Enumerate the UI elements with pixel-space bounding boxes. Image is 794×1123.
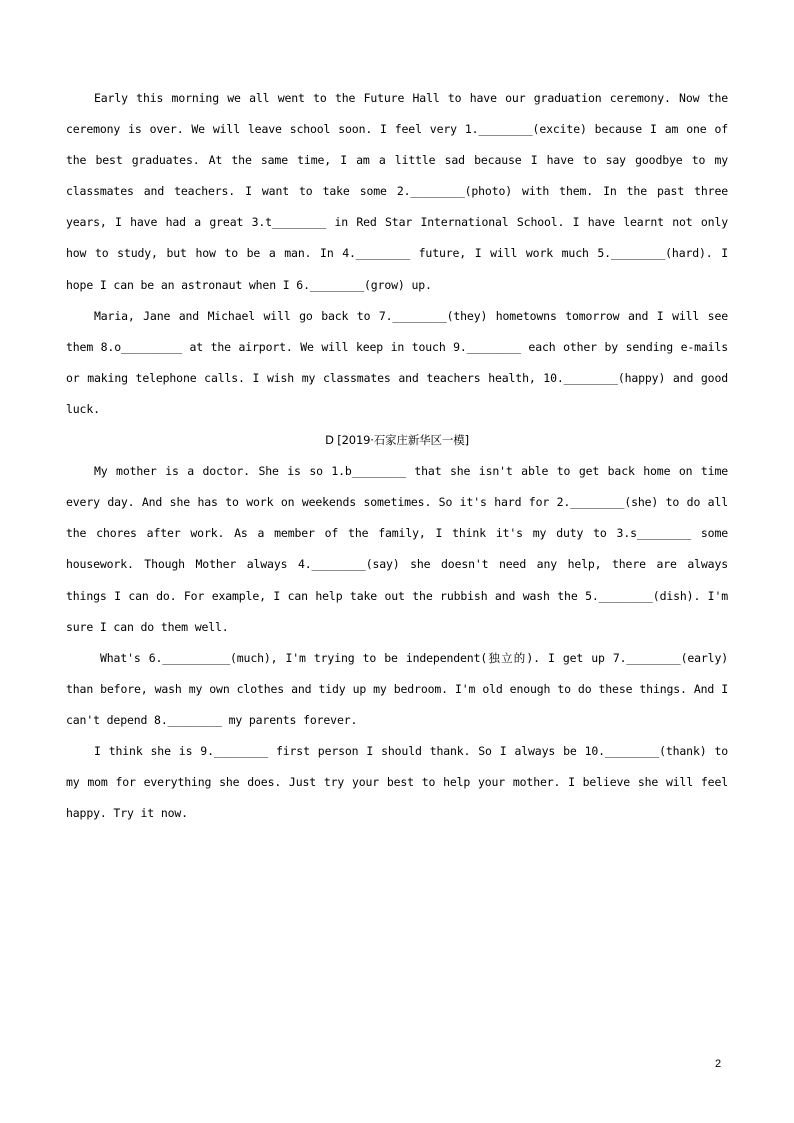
passage-d-paragraph-2: What's 6.__________(much), I'm trying to be independent(独立的). I get up 7.________(early) than before, wash my own clothes and tidy up my bedroom. I'm old enough to do these things. And I can't depend 8.________ my parents forever. — [66, 650, 728, 727]
document-content — [66, 83, 728, 829]
passage-c-paragraph-2: Maria, Jane and Michael will go back to 7.________(they) hometowns tomorrow and I will see them 8.o_________ at the airport. We will keep in touch 9.________ each other by sending e-mails or making telephone calls. I wish my classmates and teachers health, 10.________(happy) and good luck. — [66, 308, 728, 416]
passage-c-paragraph-1: Early this morning we all went to the Future Hall to have our graduation ceremony. Now the ceremony is over. We will leave school soon. I feel very 1.________(excite) because I am one of the best graduates. At the same time, I am a little sad because I have to say goodbye to my classmates and teachers. I want to take some 2.________(photo) with them. In the past three years, I have had a great 3.t________ in Red Star International School. I have learnt not only how to study, but how to be a man. In 4.________ future, I will work much 5.________(hard). I hope I can be an astronaut when I 6.________(grow) up. — [66, 91, 728, 292]
passage-d-paragraph-1: My mother is a doctor. She is so 1.b________ that she isn't able to get back home on time every day. And she has to work on weekends sometimes. So it's hard for 2.________(she) to do all the chores after work. As a member of the family, I think it's my duty to 3.s________ some housework. Though Mother always 4.________(say) she doesn't need any help, there are always things I can do. For example, I can help take out the rubbish and wash the 5.________(dish). I'm sure I can do them well. — [66, 464, 728, 634]
passage-d-heading: D [2019·石家庄新华区一模] — [325, 433, 469, 448]
page-number: 2 — [715, 1058, 722, 1070]
passage-d-paragraph-3: I think she is 9.________ first person I should thank. So I always be 10.________(thank) to my mom for everything she does. Just try your best to help your mother. I believe she will feel happy. Try it now. — [66, 743, 728, 821]
